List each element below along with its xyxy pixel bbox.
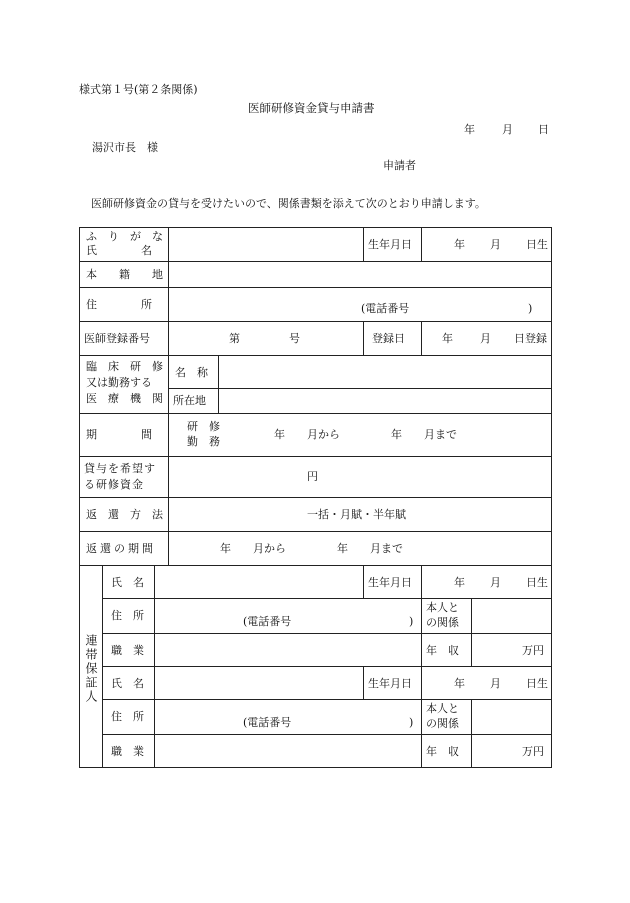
g-address-label: 住 所 — [111, 710, 144, 723]
furigana-label: ふ り が な — [86, 230, 163, 243]
guarantor2-address-field[interactable] — [154, 699, 421, 734]
year-label: 年 — [391, 428, 402, 441]
addressee: 湯沢市長 様 — [92, 141, 158, 154]
phone-open-label: (電話番号 — [361, 302, 410, 315]
name-label-cell — [79, 227, 168, 261]
institution-location-field[interactable] — [218, 388, 552, 413]
year-label: 年 — [454, 677, 465, 690]
g-job-label: 職 業 — [111, 644, 144, 657]
guarantor-label-cell — [79, 565, 102, 768]
relation-label-line2: の関係 — [426, 717, 459, 730]
address-label: 住 所 — [86, 298, 152, 311]
yen-label: 円 — [307, 470, 318, 483]
phone-close-label: ) — [528, 302, 533, 315]
until-label: 月まで — [370, 542, 403, 555]
month-label: 月 — [490, 576, 501, 589]
license-no-label: 医師登録番号 — [84, 332, 150, 345]
institution-label-line3: 医 療 機 関 — [86, 392, 163, 405]
birth-day-label: 日生 — [526, 238, 548, 251]
guarantor1-name-field[interactable] — [154, 565, 363, 598]
from-label: 月から — [307, 428, 340, 441]
go-label: 号 — [289, 332, 300, 345]
amount-label-cell — [79, 456, 168, 497]
form-number: 様式第１号(第２条関係) — [79, 83, 198, 96]
g1-job-label-cell — [102, 633, 154, 666]
year-label: 年 — [337, 542, 348, 555]
g1-income-label-cell — [421, 633, 471, 666]
institution-label-line1: 臨 床 研 修 — [86, 360, 163, 373]
g-address-label: 住 所 — [111, 609, 144, 622]
g1-name-label-cell — [102, 565, 154, 598]
license-number-field[interactable] — [168, 321, 363, 355]
name-label: 氏 名 — [86, 244, 152, 257]
application-statement: 医師研修資金の貸与を受けたいので、関係書類を添えて次のとおり申請します。 — [91, 197, 486, 210]
year-label: 年 — [454, 576, 465, 589]
birth-day-label: 日生 — [526, 677, 548, 690]
relation-label-line1: 本人と — [426, 601, 459, 614]
application-form-table — [79, 227, 552, 768]
registration-date-field[interactable] — [421, 321, 552, 355]
inst-location-label-cell — [168, 388, 218, 413]
repayment-period-field[interactable] — [168, 531, 552, 565]
g2-relation-label-cell — [421, 699, 471, 734]
address-field[interactable] — [168, 287, 552, 321]
year-label: 年 — [220, 542, 231, 555]
inst-name-label-cell — [168, 355, 218, 388]
income-label: 年 収 — [426, 644, 459, 657]
repay-method-label: 返 還 方 法 — [86, 508, 163, 521]
g2-income-label-cell — [421, 734, 471, 768]
month-label: 月 — [480, 332, 491, 345]
guarantor1-relation-field[interactable] — [471, 598, 552, 633]
guarantor-label: 連帯保証人 — [84, 634, 98, 704]
date-day: 日 — [538, 123, 549, 136]
dai-label: 第 — [229, 332, 240, 345]
g2-job-label-cell — [102, 734, 154, 768]
repay-period-label: 返還の期間 — [86, 542, 156, 555]
guarantor1-job-field[interactable] — [154, 633, 421, 666]
until-label: 月まで — [424, 428, 457, 441]
honseki-field[interactable] — [168, 261, 552, 287]
guarantor2-name-field[interactable] — [154, 666, 363, 699]
man-yen-label: 万円 — [522, 644, 544, 657]
repayment-method-field[interactable] — [168, 497, 552, 531]
g-name-label: 氏 名 — [111, 576, 144, 589]
reg-date-label-cell — [363, 321, 421, 355]
applicant-name-field[interactable] — [168, 227, 363, 261]
birth-day-label: 日生 — [526, 576, 548, 589]
period-field[interactable] — [168, 413, 552, 456]
amount-field[interactable] — [168, 456, 552, 497]
year-label: 年 — [442, 332, 453, 345]
date-month: 月 — [502, 123, 513, 136]
g1-birthdate-label-cell — [363, 565, 421, 598]
g1-relation-label-cell — [421, 598, 471, 633]
institution-label-cell — [79, 355, 168, 413]
year-label: 年 — [274, 428, 285, 441]
guarantor2-relation-field[interactable] — [471, 699, 552, 734]
kinmu-label: 勤 務 — [187, 435, 220, 448]
guarantor2-job-field[interactable] — [154, 734, 421, 768]
g2-name-label-cell — [102, 666, 154, 699]
birthdate-label: 生年月日 — [368, 576, 412, 589]
inst-name-label: 名 称 — [175, 366, 208, 379]
applicant-label: 申請者 — [383, 159, 416, 172]
amount-label-line1: 貸与を希望す — [84, 462, 156, 475]
g-name-label: 氏 名 — [111, 677, 144, 690]
repay-options: 一括・月賦・半年賦 — [307, 508, 406, 521]
repay-period-label-cell — [79, 531, 168, 565]
repay-method-label-cell — [79, 497, 168, 531]
month-label: 月 — [490, 677, 501, 690]
kenshu-label: 研 修 — [187, 420, 220, 433]
birthdate-label: 生年月日 — [368, 238, 412, 251]
phone-open-label: (電話番号 — [243, 615, 292, 628]
relation-label-line2: の関係 — [426, 616, 459, 629]
from-label: 月から — [253, 542, 286, 555]
g2-birthdate-label-cell — [363, 666, 421, 699]
birthdate-label-cell — [363, 227, 421, 261]
year-label: 年 — [454, 238, 465, 251]
applicant-birthdate-field[interactable] — [421, 227, 552, 261]
month-label: 月 — [490, 238, 501, 251]
honseki-label-cell — [79, 261, 168, 287]
phone-close-label: ) — [409, 615, 414, 628]
date-year: 年 — [464, 123, 475, 136]
phone-open-label: (電話番号 — [243, 716, 292, 729]
guarantor1-income-field[interactable] — [471, 633, 552, 666]
phone-close-label: ) — [409, 716, 414, 729]
page-title: 医師研修資金貸与申請書 — [248, 101, 375, 115]
inst-location-label: 所在地 — [173, 394, 206, 407]
relation-label-line1: 本人と — [426, 702, 459, 715]
guarantor1-address-field[interactable] — [154, 598, 421, 633]
license-label-cell — [79, 321, 168, 355]
guarantor2-income-field[interactable] — [471, 734, 552, 768]
guarantor1-birthdate-field[interactable] — [421, 565, 552, 598]
reg-date-label: 登録日 — [372, 332, 405, 345]
address-label-cell — [79, 287, 168, 321]
g-job-label: 職 業 — [111, 745, 144, 758]
institution-name-field[interactable] — [218, 355, 552, 388]
amount-label-line2: る研修資金 — [84, 478, 144, 491]
g2-address-label-cell — [102, 699, 154, 734]
income-label: 年 収 — [426, 745, 459, 758]
period-label-cell — [79, 413, 168, 456]
man-yen-label: 万円 — [522, 745, 544, 758]
honseki-label: 本 籍 地 — [86, 268, 163, 281]
reg-day-label: 日登録 — [514, 332, 547, 345]
guarantor2-birthdate-field[interactable] — [421, 666, 552, 699]
period-label: 期 間 — [86, 428, 152, 441]
institution-label-line2: 又は勤務する — [86, 376, 152, 389]
birthdate-label: 生年月日 — [368, 677, 412, 690]
g1-address-label-cell — [102, 598, 154, 633]
